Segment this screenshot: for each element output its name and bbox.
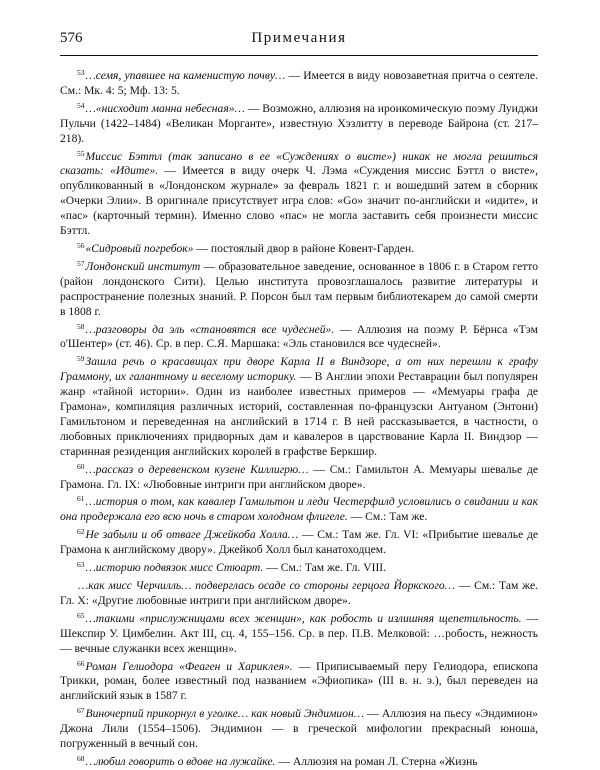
page xyxy=(60,30,538,770)
note-quote: …семя, упавшее на каменистую почву… xyxy=(85,69,286,82)
note xyxy=(60,460,538,493)
note-quote: …разговоры да эль «становятся все чудесней». xyxy=(85,322,335,336)
note-text: — Шекспир У. Цимбелин. Акт III, сц. 4, 155–156. Ср. в пер. П.В. Мелковой: …робость, нежность — вечные служанки всех женщин». xyxy=(60,611,538,655)
note-quote: …рассказ о деревенском кузене Киллигрю… xyxy=(85,462,309,476)
note xyxy=(60,352,538,459)
note-quote: …историю подвязок мисс Стюарт. xyxy=(85,561,264,575)
note-number: 59 xyxy=(77,354,85,364)
page-number: 576 xyxy=(60,30,83,46)
note-number: 58 xyxy=(77,321,85,331)
note-quote: …любил говорить о вдове на лужайке. xyxy=(85,754,276,768)
note-quote: Виночерпий прикорнул в уголке… как новый Эндимион… xyxy=(85,707,365,721)
note-number: 65 xyxy=(77,610,85,620)
note xyxy=(60,66,538,99)
note xyxy=(60,576,538,609)
note xyxy=(60,147,538,239)
note-number: 56 xyxy=(77,240,85,250)
note xyxy=(60,704,538,752)
note-quote: Миссис Бэттл (так записано в ее «Суждениях о висте») никак не могла решиться сказать: «Идите». xyxy=(60,149,538,178)
note xyxy=(60,558,538,576)
note-text: — Аллюзия на поэму Р. Бёрнса «Тэм о'Шентер» (ст. 46). Ср. в пер. С.Я. Маршака: «Эль становился все чудесней». xyxy=(60,322,538,351)
note-quote: Не забыли и об отваге Джейкоба Холла… xyxy=(85,528,299,542)
note-text: — Аллюзия на роман Л. Стерна «Жизнь xyxy=(275,754,478,768)
note-number: 66 xyxy=(77,658,85,668)
note-text: — Аллюзия на пьесу «Эндимион» Джона Лили (1554–1506). Эндимион — в греческой мифологии прекрасный юноша, погруженный в вечный сон. xyxy=(60,707,538,751)
note-number: 62 xyxy=(77,527,85,537)
note-text: — В Англии эпохи Реставрации был популярен жанр «тайной истории». Один из наиболее известных примеров — «Мемуары графа де Грамона», компиляция различных историй, составленная по-французски Антуаном (Энтони) Гамильтоном и переведенная на английский в 1714 г. В ней рассказывается, в частности, о любовных приключениях придворных дам и кавалеров в царствование Карла II. Виндзор — старинная резиденция английских королей в графстве Беркшир. xyxy=(60,370,538,458)
note-text: — Приписываемый перу Гелиодора, епископа Трикки, роман, более известный под названием «Эфиопика» (III в. н. э.), был переведен на английский язык в 1587 г. xyxy=(60,659,538,703)
note-text: — Имеется в виду очерк Ч. Лэма «Суждения миссис Бэттл о висте», опубликованный в «Лондонском журнале» за февраль 1821 г. и вошедший затем в сборник «Очерки Элии». В оригинале присутствует игра слов: «Go» значит по-английски и «идите», и «пас» (карточный термин). Именно слово «пас» не могла заставить себя произнести миссис Бэттл. xyxy=(60,164,538,238)
note xyxy=(60,239,538,257)
note xyxy=(60,257,538,320)
note xyxy=(60,657,538,705)
note-quote: Роман Гелиодора «Феаген и Хариклея». xyxy=(85,659,293,673)
note xyxy=(60,609,538,657)
note-quote: …как мисс Черчилль… подверглась осаде со стороны герцога Йоркского… xyxy=(78,579,455,592)
note xyxy=(60,320,538,353)
running-header xyxy=(60,30,538,52)
note xyxy=(60,752,538,770)
note xyxy=(60,492,538,525)
note-number: 55 xyxy=(77,148,85,158)
running-title: Примечания xyxy=(251,30,347,46)
note-quote: …такими «прислужницами всех женщин», как робость и излишняя щепетильность. xyxy=(85,611,522,625)
note-number: 60 xyxy=(77,461,85,471)
note xyxy=(60,99,538,147)
note-text: — Имеется в виду новозаветная притча о сеятеле. См.: Мк. 4: 5; Мф. 13: 5. xyxy=(60,69,538,97)
note-quote: Лондонский институт xyxy=(85,259,201,273)
note-quote: …история о том, как кавалер Гамильтон и леди Честерфилд условились о свидании и как она продержала его всю ночь в старом холодном флигеле. xyxy=(60,495,538,524)
notes-list xyxy=(60,66,538,770)
note-number: 67 xyxy=(77,706,85,716)
note-text: — См.: Там же. Гл. VIII. xyxy=(263,561,387,575)
header-rule xyxy=(60,55,538,56)
note-number: 57 xyxy=(77,258,85,268)
note-text: — Возможно, аллюзия на ироикомическую поэму Луиджи Пульчи (1422–1484) «Великан Морганте», известную Хэзлитту в переводе Байрона (ст. 217–218). xyxy=(60,101,539,145)
note-text: — См.: Там же. xyxy=(347,510,428,524)
note xyxy=(60,525,538,558)
note-quote: Зашла речь о красавицах при дворе Карла II в Виндзоре, а от них перешли к графу Граммону, их галантному и веселому историку. xyxy=(60,355,538,384)
note-number: 68 xyxy=(77,753,85,763)
note-text: — См.: Там же. Гл. VI: «Прибытие шевалье де Грамона к английскому двору». Джейкоб Холл был канатоходцем. xyxy=(60,528,539,557)
note-number: 53 xyxy=(77,68,85,77)
note-text: — постоялый двор в районе Ковент-Гарден. xyxy=(193,241,415,255)
note-text: — образовательное заведение, основанное в 1806 г. в Старом гетто (район лондонского Сити). Целью института провозглашалось развитие литературы и распространение полезных знаний. Р. Порсон был там первым библиотекарем до самой смерти в 1808 г. xyxy=(60,259,539,318)
note-number: 54 xyxy=(77,100,85,110)
note-quote: …«нисходит манна небесная»… xyxy=(85,101,245,115)
note-text: — См.: Там же. Гл. X: «Другие любовные интриги при английском дворе». xyxy=(60,579,538,607)
note-number: 63 xyxy=(77,560,85,570)
note-quote: «Сидровый погребок» xyxy=(85,241,194,255)
note-number: 61 xyxy=(77,494,85,504)
note-text: — См.: Гамильтон А. Мемуары шевалье де Грамона. Гл. IX: «Любовные интриги при английском дворе». xyxy=(60,462,538,491)
